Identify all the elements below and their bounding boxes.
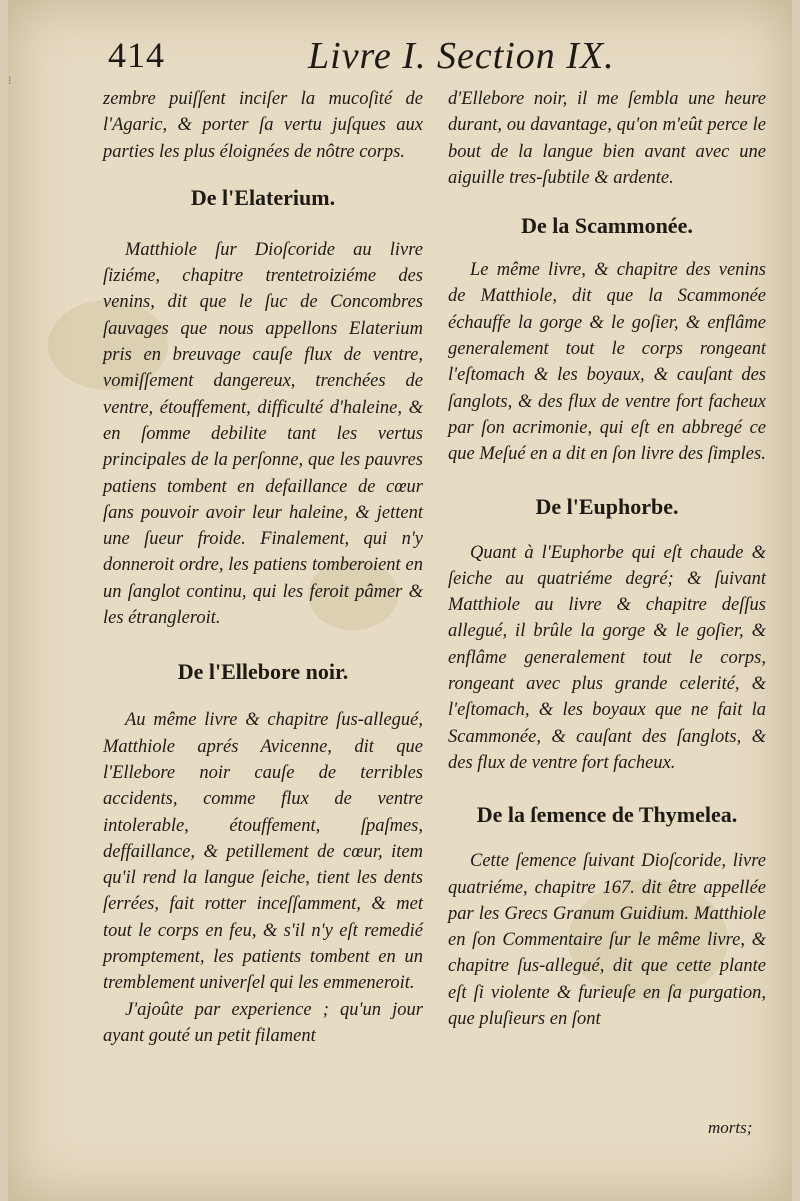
paragraph-elaterium: Matthiole ſur Dioſcoride au livre ſiziéme, chapitre trentetroiziéme des venins, dit que le ſuc de Concombres ſauvages que nous appellons Elaterium pris en breuvage cauſe flux de ventre, vomiſſement dangereux, trenchées de ventre, étouffement, difficulté d'haleine, & en ſomme debilite tant les vertus principales de la perſonne, que les pauvres patiens tombent en defaillance de cœur ſans pouvoir avoir leur haleine, & jettent une ſueur froide. Finalement, qui n'y donneroit ordre, les patiens tomberoient en un ſanglot continu, qui les feroit pâmer & les étrangleroit.: [103, 239, 423, 629]
paragraph-ajoute: J'ajoûte par experience ; qu'un jour ayant gouté un petit filament: [103, 999, 423, 1046]
left-column: [103, 86, 423, 1049]
section-heading-ellebore: De l'Ellebore noir.: [177, 659, 349, 685]
right-column: [448, 86, 766, 1032]
section-heading-euphorbe: De l'Euphorbe.: [535, 493, 679, 519]
section-heading-elaterium: De l'Elaterium.: [190, 184, 336, 210]
page-header: [8, 34, 792, 84]
paragraph-euphorbe: Quant à l'Euphorbe qui eſt chaude & ſeiche au quatriéme degré; & ſuivant Matthiole au livre & chapitre deſſus allegué, il brûle la gorge & le goſier, & enflâme generalement tout le corps, rongeant avec plus grande celerité, & l'eſtomach, & les boyaux que ne fait la Scammonée, & cauſant des ſanglots, & des flux de ventre fort facheux.: [448, 542, 766, 773]
section-heading-scammonee: De la Scammonée.: [521, 213, 693, 239]
section-heading-thymelea: De la ſemence de Thymelea.: [476, 802, 738, 828]
page-number: 414: [108, 35, 165, 75]
paragraph-scammonee: Le même livre, & chapitre des venins de Matthiole, dit que la Scammonée échauffe la gorge & le goſier, & enflâme generalement tout le corps rongeant l'eſtomach & les boyaux, & cauſant des ſanglots, & des flux de ventre fort facheux par ſon acrimonie, qui eſt en abbregé ce que Meſué en a dit en ſon livre des ſimples.: [448, 260, 766, 465]
paragraph: zembre puiſſent inciſer la mucoſité de l'Agaric, & porter ſa vertu juſques aux parties les plus éloignées de nôtre corps.: [103, 89, 423, 162]
paragraph-thymelea: Cette ſemence ſuivant Dioſcoride, livre quatriéme, chapitre 167. dit être appellée par les Grecs Granum Guidium. Matthiole en ſon Commentaire ſur le même livre, & chapitre ſus-allegué, dit que cette plante eſt ſi violente & furieuſe en ſa purgation, que pluſieurs en ſont: [448, 851, 766, 1030]
book-page: [8, 0, 792, 1201]
paragraph-ellebore: Au même livre & chapitre ſus-allegué, Matthiole aprés Avicenne, dit que l'Ellebore noir cauſe de terribles accidents, comme flux de ventre intolerable, étouffement, ſpaſmes, deffaillance, & petillement de cœur, item qu'il rend la langue ſeiche, tient les dents ſerrées, fait rotter inceſſamment, & met tout le corps en feu, & s'il n'y eſt remedié promptement, les patients tombent en un tremblement univerſel qui les emmeneroit.: [103, 710, 423, 994]
margin-mark: ⁝: [8, 74, 12, 87]
paragraph: d'Ellebore noir, il me ſembla une heure durant, ou davantage, qu'on m'eût perce le bout de la langue bien avant avec une aiguille tres-ſubtile & ardente.: [448, 89, 766, 188]
running-title: Livre I. Section IX.: [308, 35, 615, 77]
catchword: morts;: [708, 1118, 753, 1137]
